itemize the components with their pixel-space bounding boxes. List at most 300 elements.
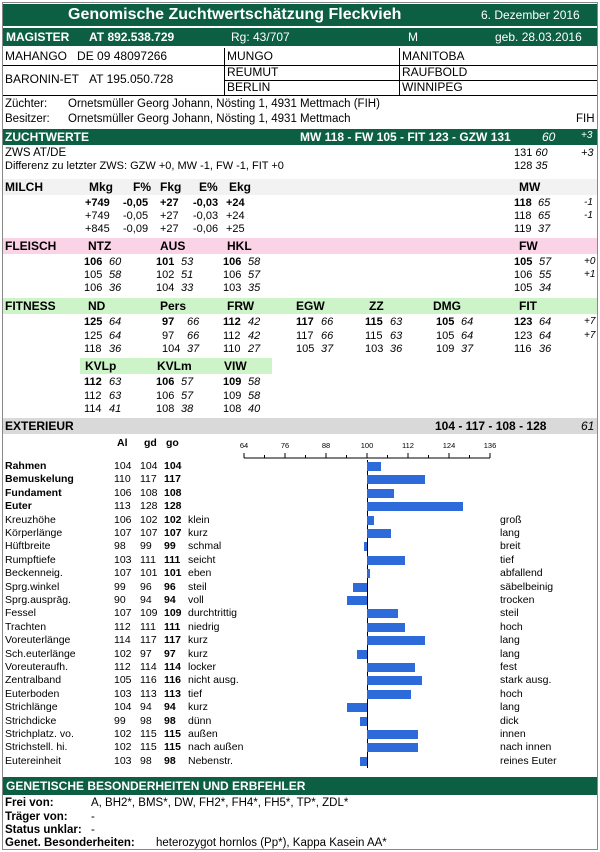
- fitness-value: 115: [365, 330, 383, 342]
- animal-birth: geb. 28.03.2016: [495, 30, 582, 44]
- genetics-bar: [3, 777, 597, 795]
- trait-go: 96: [164, 580, 176, 593]
- trait-right-label: hoch: [500, 687, 523, 700]
- trait-name: Trachten: [5, 620, 47, 633]
- trait-name: Hüftbreite: [5, 540, 51, 553]
- trait-bar: [367, 730, 418, 739]
- trait-al: 112: [114, 620, 131, 633]
- fleisch-value: 104: [156, 282, 175, 294]
- trait-gd: 115: [140, 728, 157, 740]
- trait-right-label: lang: [500, 647, 520, 660]
- fleisch-value: 106: [514, 269, 533, 281]
- trait-name: Euterboden: [5, 687, 60, 700]
- fitness-col: ZZ: [369, 299, 384, 313]
- trait-al: 102: [114, 741, 132, 754]
- fitness-value: 114: [84, 403, 102, 415]
- trait-go: 111: [164, 553, 181, 566]
- pedigree-cell: MUNGO: [225, 48, 400, 66]
- trait-bar: [367, 663, 415, 672]
- fitness-b: 37: [321, 343, 334, 355]
- fitness-value: 115: [365, 316, 383, 328]
- trait-right-label: lang: [500, 634, 520, 647]
- trait-go: 98: [164, 714, 176, 727]
- fitness-value: 123: [514, 330, 533, 342]
- fitness-value: 118: [84, 343, 102, 355]
- trait-left-label: voll: [188, 594, 204, 606]
- trait-right-label: nach innen: [500, 741, 552, 754]
- trait-gd: 115: [140, 741, 157, 754]
- trait-name: Bemuskelung: [5, 473, 74, 486]
- trait-go: 98: [164, 754, 176, 767]
- trait-right-label: groß: [500, 513, 522, 526]
- trait-bar: [367, 743, 418, 752]
- trait-bar: [364, 542, 367, 551]
- trait-gd: 98: [140, 754, 152, 767]
- trait-go: 107: [164, 527, 182, 539]
- fitness-col: FIT: [519, 299, 537, 313]
- trait-name: Euter: [5, 500, 32, 513]
- gzw-row1: [514, 147, 548, 159]
- trait-gd: 94: [140, 594, 152, 606]
- trait-left-label: Nebenstr.: [188, 754, 233, 767]
- scale-label: 112: [402, 441, 414, 450]
- fitness-b: 36: [109, 343, 122, 355]
- trait-gd: 113: [140, 687, 157, 700]
- trait-gd: 111: [140, 553, 156, 566]
- trait-al: 107: [114, 567, 132, 580]
- trait-name: Voreuteraufh.: [5, 661, 69, 673]
- trait-name: Sprg.ausprāg.: [5, 594, 71, 606]
- fleisch-value: 101: [156, 256, 175, 268]
- fitness-value: 109: [223, 376, 242, 388]
- trait-al: 98: [114, 540, 126, 553]
- trait-bar: [353, 583, 367, 592]
- trait-al: 106: [114, 513, 132, 526]
- fitness-value: 110: [223, 343, 241, 355]
- trait-left-label: kurz: [188, 701, 208, 714]
- fitness-b: 66: [321, 330, 334, 342]
- gzw-b: 60: [535, 147, 548, 159]
- fitness-value: 109: [436, 343, 455, 355]
- trait-left-label: nicht ausg.: [188, 674, 239, 687]
- trait-name: Strichplatz. vo.: [5, 728, 74, 740]
- fleisch-b: 57: [248, 269, 261, 281]
- trait-left-label: nach außen: [188, 741, 244, 754]
- fleisch-b: 35: [248, 282, 261, 294]
- trait-go: 111: [164, 620, 181, 633]
- fleisch-delta: +1: [584, 269, 596, 280]
- fitness-value: 112: [84, 390, 102, 402]
- genet-label: Genet. Besonderheiten:: [5, 837, 135, 849]
- trait-go: 99: [164, 540, 176, 553]
- trait-name: Voreuterlänge: [5, 634, 71, 647]
- trait-name: Fundament: [5, 486, 62, 499]
- status-label: Status unklar:: [5, 824, 82, 836]
- milch-cell: +27: [160, 210, 179, 222]
- gzw-b: 35: [535, 160, 548, 172]
- trait-right-label: abfallend: [500, 567, 543, 580]
- breeder-label: Züchter:: [5, 98, 48, 110]
- trait-al: 103: [114, 754, 132, 767]
- trait-name: Kreuzhöhe: [5, 513, 56, 526]
- trait-right-label: säbelbeinig: [500, 580, 554, 593]
- trait-name: Strichlänge: [5, 701, 58, 714]
- owner-line: [5, 113, 351, 125]
- trait-al: 99: [114, 714, 126, 727]
- trait-gd: 128: [140, 500, 158, 513]
- fitness-col: FRW: [227, 299, 255, 313]
- fitness-value: 125: [84, 316, 103, 328]
- fitness-b: 63: [109, 390, 122, 402]
- trait-bar: [367, 690, 411, 699]
- breeder-value: Ornetsmüller Georg Johann, Nösting 1, 4931 Mettmach (FIH): [68, 98, 380, 110]
- fitness-value: 105: [436, 316, 455, 328]
- milch-cell: +24: [226, 210, 245, 222]
- trait-go: 128: [164, 500, 182, 513]
- pedigree-cell: BERLIN: [225, 81, 400, 96]
- dam-name: BARONIN-ET: [5, 72, 80, 86]
- trait-go: 94: [164, 701, 176, 714]
- scale-label: 100: [360, 441, 374, 450]
- frei-value: A, BH2*, BMS*, DW, FH2*, FH4*, FH5*, TP*, ZDL*: [91, 797, 349, 809]
- fleisch-b: 57: [539, 256, 552, 268]
- fitness-b: 42: [248, 316, 261, 328]
- milch-cell: +24: [226, 197, 245, 209]
- fitness-value: 106: [156, 376, 175, 388]
- fitness-b: 66: [187, 316, 200, 328]
- trait-name: Eutereinheit: [5, 754, 62, 767]
- col-go: go: [166, 437, 179, 449]
- trait-name: Körperlänge: [5, 527, 63, 539]
- fitness-col: VIW: [224, 359, 247, 373]
- fitness-value: 117: [296, 330, 314, 342]
- fitness-b: 57: [181, 376, 194, 388]
- animal-sex: M: [408, 30, 418, 44]
- scale-label: 64: [239, 441, 249, 450]
- gzw-row2: [514, 160, 548, 172]
- trait-al: 104: [114, 460, 132, 472]
- fitness-col: DMG: [433, 299, 461, 313]
- trait-gd: 94: [140, 701, 152, 714]
- trait-left-label: kurz: [188, 634, 208, 647]
- col-al: Al: [117, 437, 128, 449]
- gzw-value: 128: [514, 160, 533, 172]
- owner-code: FIH: [576, 113, 595, 125]
- trait-left-label: kurz: [188, 527, 208, 539]
- trait-gd: 104: [140, 460, 158, 472]
- fitness-b: 64: [461, 330, 474, 342]
- fitness-value: 112: [84, 376, 102, 388]
- exterieur-scale: [0, 436, 600, 466]
- trait-right-label: tief: [500, 553, 515, 566]
- fitness-value: 112: [223, 330, 241, 342]
- trait-left-label: seicht: [188, 553, 216, 566]
- trait-right-label: stark ausg.: [500, 674, 552, 687]
- fitness-b: 58: [248, 376, 261, 388]
- fitness-sub-header: [80, 358, 272, 374]
- milch-delta: -1: [584, 210, 593, 221]
- trait-right-label: lang: [500, 527, 520, 539]
- fitness-b: 36: [390, 343, 403, 355]
- fitness-title: FITNESS: [5, 299, 56, 313]
- zws-diff: Differenz zu letzter ZWS: GZW +0, MW -1, FW -1, FIT +0: [5, 160, 284, 172]
- trait-right-label: lang: [500, 701, 520, 714]
- trait-al: 103: [114, 687, 132, 700]
- owner-label: Besitzer:: [5, 113, 50, 125]
- fitness-b: 64: [109, 316, 122, 328]
- pedigree-cell: RAUFBOLD: [400, 66, 597, 81]
- trait-go: 117: [164, 634, 181, 647]
- milch-col: F%: [133, 180, 151, 194]
- trait-bar: [367, 489, 394, 498]
- title-bar: [3, 4, 597, 26]
- trait-right-label: trocken: [500, 594, 535, 606]
- trait-go: 113: [164, 687, 181, 700]
- trait-al: 104: [114, 701, 132, 714]
- trait-name: Rumpftiefe: [5, 553, 56, 566]
- trait-bar: [360, 757, 367, 766]
- trait-go: 117: [164, 473, 181, 486]
- fleisch-value: 106: [223, 269, 242, 281]
- gzw-delta: +3: [581, 147, 594, 159]
- breeder-line: [5, 98, 380, 110]
- trait-al: 102: [114, 647, 132, 660]
- fleisch-value: 106: [223, 256, 242, 268]
- trait-bar: [367, 569, 370, 578]
- milch-cell: -0,06: [193, 223, 219, 235]
- milch-col: MW: [519, 180, 541, 194]
- zuchtwerte-summary: MW 118 - FW 105 - FIT 123 - GZW 131: [300, 130, 511, 144]
- fleisch-b: 55: [539, 269, 552, 281]
- fitness-b: 57: [181, 390, 194, 402]
- fitness-b: 38: [181, 403, 194, 415]
- milch-cell: -0,05: [123, 210, 149, 222]
- animal-rank: Rg: 43/707: [231, 30, 290, 44]
- fleisch-b: 58: [248, 256, 261, 268]
- exterieur-title: EXTERIEUR: [5, 419, 74, 433]
- milch-b: 37: [538, 223, 551, 235]
- trait-bar: [367, 502, 463, 511]
- trait-left-label: kurz: [188, 647, 208, 660]
- trait-gd: 102: [140, 513, 158, 526]
- trait-bar: [347, 596, 368, 605]
- fitness-b: 63: [390, 330, 403, 342]
- trait-name: Rahmen: [5, 460, 47, 472]
- trait-bar: [367, 529, 391, 538]
- trait-go: 116: [164, 674, 181, 687]
- fitness-b: 66: [187, 330, 200, 342]
- trait-gd: 111: [140, 620, 156, 633]
- report-title: Genomische Zuchtwertschätzung Fleckvieh: [68, 6, 402, 23]
- trait-gd: 97: [140, 647, 152, 660]
- trait-al: 103: [114, 553, 132, 566]
- trait-gd: 117: [140, 634, 157, 647]
- fitness-b: 63: [109, 376, 122, 388]
- fitness-b: 64: [539, 330, 552, 342]
- fitness-b: 37: [461, 343, 474, 355]
- exterieur-b: 61: [581, 419, 595, 433]
- milch-header: [3, 179, 597, 195]
- owner-value: Ornetsmüller Georg Johann, Nösting 1, 4931 Mettmach: [68, 113, 351, 125]
- trait-al: 114: [114, 634, 131, 647]
- fitness-b: 42: [248, 330, 261, 342]
- trait-al: 102: [114, 728, 132, 740]
- trait-go: 104: [164, 460, 182, 472]
- fleisch-value: 105: [84, 269, 103, 281]
- milch-col: Mkg: [89, 180, 113, 194]
- trait-go: 115: [164, 741, 181, 754]
- fitness-value: 106: [156, 390, 175, 402]
- trait-name: Zentralband: [5, 674, 62, 687]
- fitness-value: 109: [223, 390, 242, 402]
- fleisch-value: 106: [84, 282, 103, 294]
- fitness-b: 27: [248, 343, 261, 355]
- milch-cell: -0,03: [193, 210, 219, 222]
- fitness-b: 36: [539, 343, 552, 355]
- fitness-col: ND: [88, 299, 106, 313]
- trait-gd: 101: [140, 567, 158, 580]
- trait-bar: [367, 462, 381, 471]
- status-value: -: [91, 824, 95, 836]
- trait-al: 113: [114, 500, 131, 513]
- fitness-b: 64: [539, 316, 552, 328]
- trait-left-label: klein: [188, 513, 210, 526]
- trait-bar: [367, 556, 405, 565]
- milch-mw: 118: [514, 197, 532, 209]
- trait-bar: [367, 609, 398, 618]
- fitness-b: 64: [461, 316, 474, 328]
- fitness-value: 108: [223, 403, 242, 415]
- trait-go: 108: [164, 486, 182, 499]
- trait-bar: [357, 650, 367, 659]
- trait-name: Fessel: [5, 607, 36, 620]
- fitness-b: 64: [109, 330, 122, 342]
- fitness-col: EGW: [296, 299, 325, 313]
- trait-left-label: eben: [188, 567, 212, 580]
- fitness-col: KVLm: [157, 359, 192, 373]
- fitness-b: 37: [187, 343, 200, 355]
- trait-al: 90: [114, 594, 126, 606]
- trait-go: 97: [164, 647, 176, 660]
- genet-value: heterozygot hornlos (Pp*), Kappa Kasein AA*: [156, 837, 387, 849]
- col-gd: gd: [144, 437, 157, 449]
- trait-go: 102: [164, 513, 182, 526]
- milch-cell: +845: [85, 223, 110, 235]
- zuchtwerte-gzw-delta: +3: [581, 130, 593, 141]
- milch-cell: +25: [226, 223, 245, 235]
- trait-name: Sprg.winkel: [5, 580, 60, 593]
- trait-right-label: innen: [500, 728, 526, 740]
- fitness-value: 108: [156, 403, 175, 415]
- animal-id: AT 892.538.729: [89, 30, 175, 44]
- pedigree-cell: MANITOBA: [400, 48, 597, 66]
- trait-left-label: dünn: [188, 714, 212, 727]
- trait-bar: [367, 516, 374, 525]
- milch-delta: -1: [584, 197, 593, 208]
- trait-gd: 109: [140, 607, 158, 620]
- trait-right-label: dick: [500, 714, 519, 727]
- fleisch-col: NTZ: [88, 239, 112, 253]
- trait-bar: [367, 636, 425, 645]
- fleisch-delta: +0: [584, 256, 596, 267]
- pedigree-sire: [3, 48, 225, 66]
- milch-cell: +749: [85, 197, 110, 209]
- fitness-value: 125: [84, 330, 103, 342]
- milch-cell: -0,05: [123, 197, 149, 209]
- trait-al: 106: [114, 486, 132, 499]
- fleisch-value: 103: [223, 282, 242, 294]
- trait-gd: 108: [140, 486, 158, 499]
- trait-name: Beckenneig.: [5, 567, 63, 580]
- frei-label: Frei von:: [5, 797, 54, 809]
- scale-label: 136: [483, 441, 497, 450]
- trait-gd: 116: [140, 674, 157, 687]
- trait-right-label: breit: [500, 540, 521, 553]
- fleisch-b: 34: [539, 282, 552, 294]
- traeger-value: -: [91, 811, 95, 823]
- trait-al: 110: [114, 473, 131, 486]
- dam-id: AT 195.050.728: [89, 72, 174, 86]
- fitness-value: 97: [162, 316, 175, 328]
- zws-label: ZWS AT/DE: [5, 147, 67, 159]
- trait-go: 101: [164, 567, 182, 580]
- trait-bar: [347, 703, 368, 712]
- zuchtwerte-bar: [3, 129, 597, 145]
- trait-right-label: reines Euter: [500, 754, 557, 767]
- pedigree-dam: [3, 66, 225, 96]
- fitness-value: 112: [223, 316, 241, 328]
- fleisch-col: HKL: [227, 239, 252, 253]
- milch-b: 65: [538, 210, 551, 222]
- exterieur-summary: 104 - 117 - 108 - 128: [435, 419, 547, 433]
- sire-id: DE 09 48097266: [77, 49, 168, 63]
- milch-col: E%: [199, 180, 218, 194]
- trait-right-label: steil: [500, 607, 519, 620]
- zuchtwerte-gzw-b: 60: [542, 130, 556, 144]
- trait-left-label: niedrig: [188, 620, 220, 633]
- fitness-b: 41: [109, 403, 122, 415]
- trait-gd: 99: [140, 540, 152, 553]
- fleisch-value: 105: [514, 282, 533, 294]
- gzw-value: 131: [514, 147, 533, 159]
- trait-al: 99: [114, 580, 126, 593]
- fitness-value: 104: [162, 343, 181, 355]
- trait-bar: [367, 623, 405, 632]
- traeger-label: Träger von:: [5, 811, 68, 823]
- pedigree-cell: REUMUT: [225, 66, 400, 81]
- trait-left-label: steil: [188, 580, 207, 593]
- fleisch-value: 106: [84, 256, 103, 268]
- fitness-b: 63: [390, 316, 403, 328]
- fitness-delta: +7: [584, 330, 596, 341]
- trait-name: Strichstell. hi.: [5, 741, 68, 754]
- fleisch-header: [3, 238, 597, 254]
- trait-gd: 114: [140, 661, 157, 673]
- fitness-value: 103: [365, 343, 384, 355]
- fitness-col: Pers: [160, 299, 187, 313]
- milch-col: Ekg: [229, 180, 252, 194]
- trait-go: 114: [164, 661, 181, 673]
- fleisch-b: 58: [109, 269, 122, 281]
- fitness-value: 105: [436, 330, 455, 342]
- fitness-value: 117: [296, 316, 314, 328]
- trait-right-label: fest: [500, 661, 517, 673]
- fitness-delta: +7: [584, 316, 596, 327]
- trait-go: 109: [164, 607, 182, 620]
- exterieur-header: [3, 418, 597, 434]
- trait-gd: 107: [140, 527, 158, 539]
- scale-label: 88: [321, 441, 331, 450]
